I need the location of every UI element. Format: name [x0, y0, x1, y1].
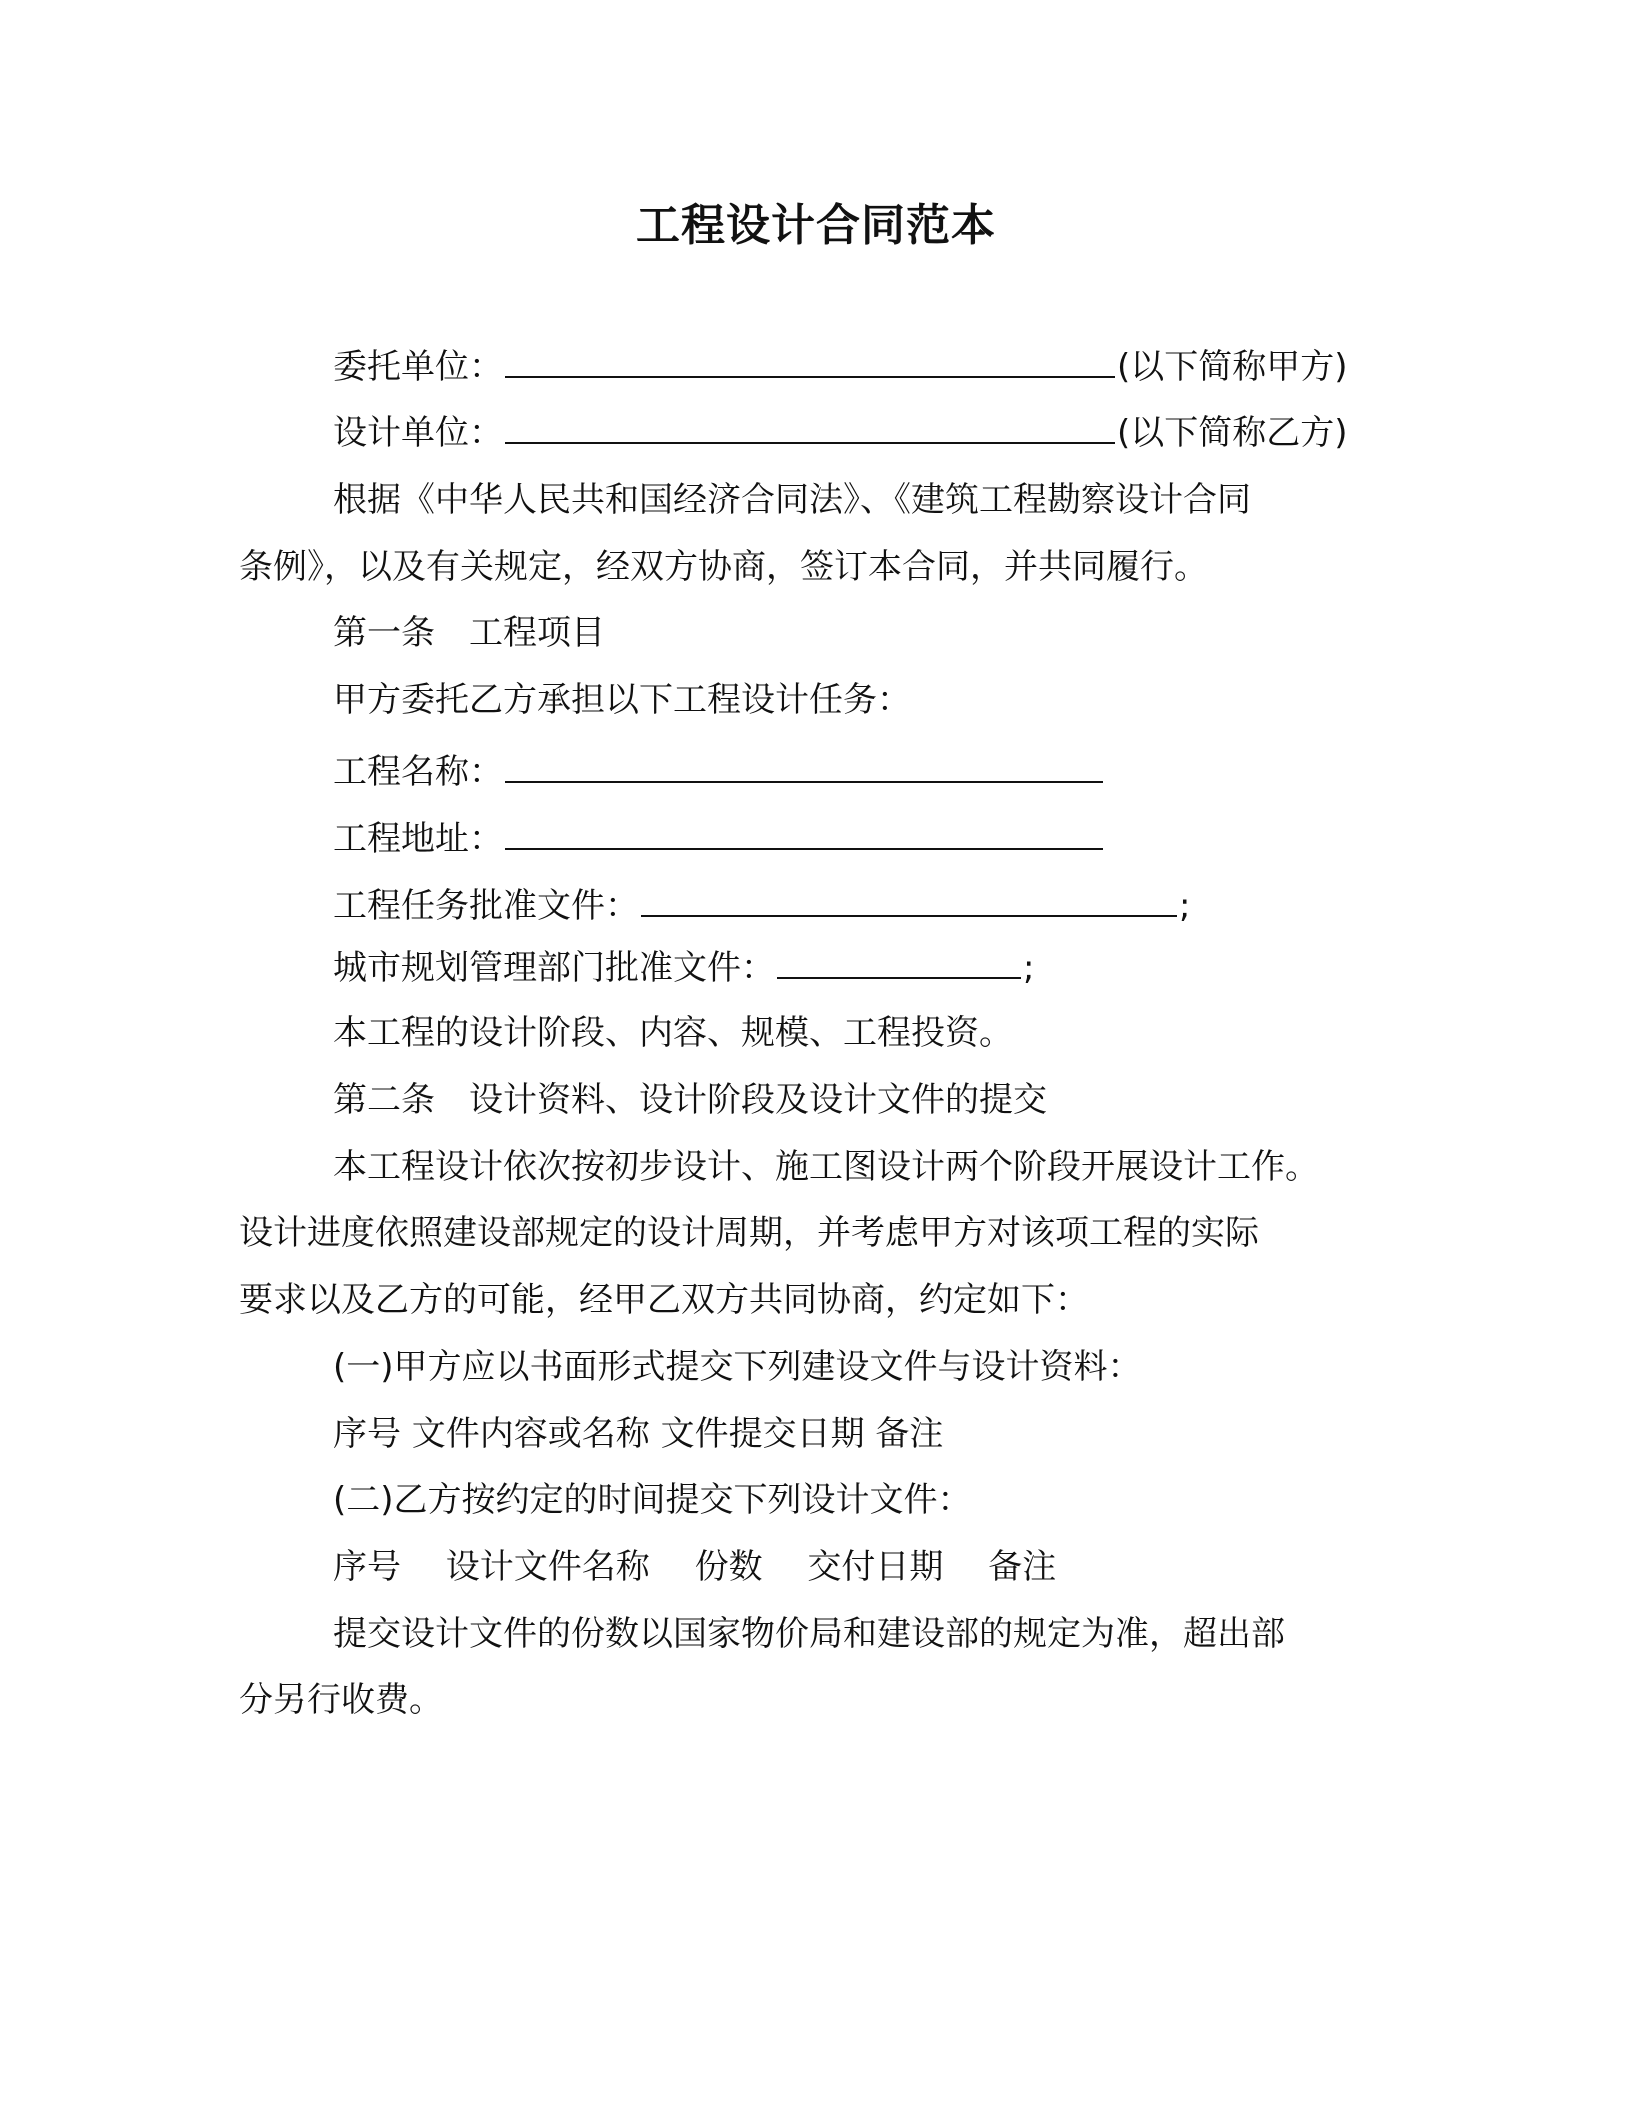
client-label: 委托单位： — [333, 347, 503, 387]
client-suffix: (以下简称甲方) — [1117, 347, 1348, 387]
designer-blank[interactable] — [505, 416, 1115, 444]
article-1-heading: 第一条 工程项目 — [333, 613, 605, 653]
project-name-blank[interactable] — [505, 755, 1103, 783]
document-title: 工程设计合同范本 — [636, 200, 996, 251]
article-2-para1-line-2: 设计进度依照建设部规定的设计周期，并考虑甲方对该项工程的实际 — [239, 1213, 1259, 1253]
project-address-label: 工程地址： — [333, 819, 503, 859]
planning-doc-label: 城市规划管理部门批准文件： — [333, 948, 775, 988]
article-2-para1-line-1: 本工程设计依次按初步设计、施工图设计两个阶段开展设计工作。 — [333, 1147, 1319, 1187]
planning-doc-line — [333, 945, 1034, 991]
preamble-line-2: 条例》，以及有关规定，经双方协商，签订本合同，并共同履行。 — [239, 547, 1208, 587]
article-1-scope: 本工程的设计阶段、内容、规模、工程投资。 — [333, 1013, 1013, 1053]
approval-doc-line — [333, 883, 1190, 929]
project-name-line — [333, 749, 1105, 795]
article-2-para2-line-2: 分另行收费。 — [239, 1680, 443, 1720]
article-2-item-2: (二)乙方按约定的时间提交下列设计文件： — [333, 1480, 972, 1520]
designer-suffix: (以下简称乙方) — [1117, 413, 1348, 453]
approval-doc-semicolon: ; — [1179, 886, 1191, 926]
client-line — [333, 344, 1348, 390]
planning-doc-blank[interactable] — [777, 951, 1021, 979]
planning-doc-semicolon: ; — [1023, 948, 1035, 988]
approval-doc-blank[interactable] — [641, 889, 1177, 917]
approval-doc-label: 工程任务批准文件： — [333, 886, 639, 926]
project-address-blank[interactable] — [505, 822, 1103, 850]
designer-line — [333, 410, 1348, 456]
client-blank[interactable] — [505, 350, 1115, 378]
preamble-line-1: 根据《中华人民共和国经济合同法》、《建筑工程勘察设计合同 — [333, 480, 1251, 520]
article-2-item-1-columns: 序号 文件内容或名称 文件提交日期 备注 — [333, 1414, 944, 1454]
article-2-item-2-columns: 序号 设计文件名称 份数 交付日期 备注 — [333, 1547, 1057, 1587]
article-2-item-1: (一)甲方应以书面形式提交下列建设文件与设计资料： — [333, 1347, 1142, 1387]
article-2-para2-line-1: 提交设计文件的份数以国家物价局和建设部的规定为准，超出部 — [333, 1614, 1285, 1654]
article-2-heading: 第二条 设计资料、设计阶段及设计文件的提交 — [333, 1080, 1047, 1120]
article-2-para1-line-3: 要求以及乙方的可能，经甲乙双方共同协商，约定如下： — [239, 1280, 1089, 1320]
project-address-line — [333, 816, 1105, 862]
designer-label: 设计单位： — [333, 413, 503, 453]
project-name-label: 工程名称： — [333, 752, 503, 792]
article-1-intro: 甲方委托乙方承担以下工程设计任务： — [333, 680, 911, 720]
